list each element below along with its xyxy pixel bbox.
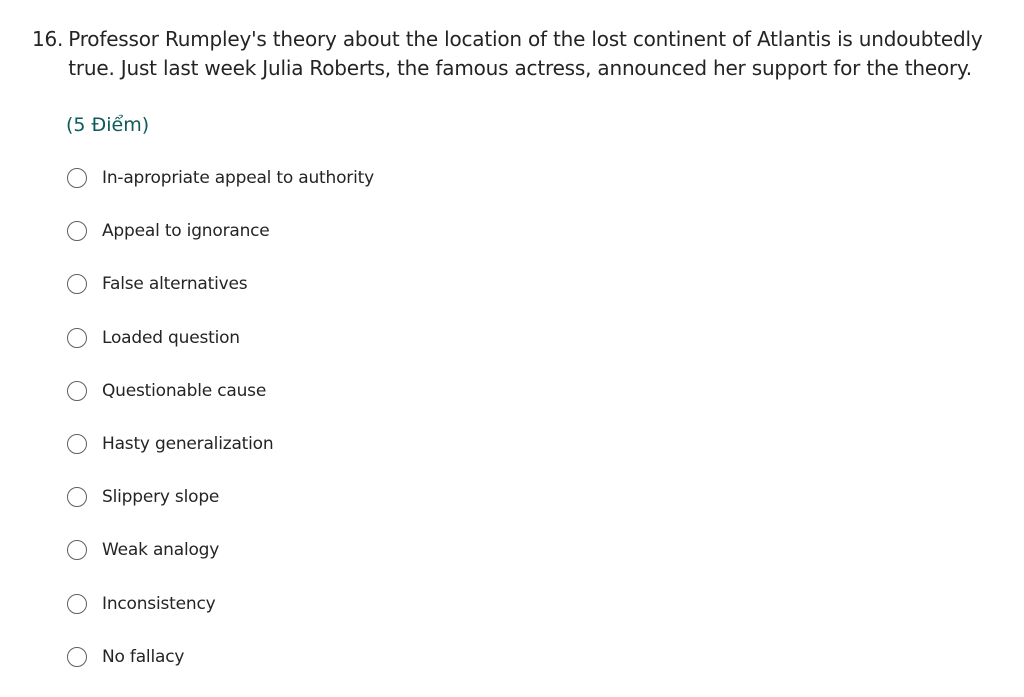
question-text: Professor Rumpley's theory about the location of the lost continent of Atlantis is undoubtedly true. Just last week Julia Roberts, the famous actress, announced her support for the theory. [68, 27, 983, 80]
radio-button[interactable] [67, 487, 87, 507]
radio-button[interactable] [67, 540, 87, 560]
option-weak-analogy[interactable] [67, 537, 374, 590]
radio-button[interactable] [67, 647, 87, 667]
option-label: Appeal to ignorance [102, 221, 270, 242]
option-label: Weak analogy [102, 540, 220, 561]
option-false-alternatives[interactable] [67, 271, 374, 324]
radio-button[interactable] [67, 274, 87, 294]
option-hasty-generalization[interactable] [67, 431, 374, 484]
radio-button[interactable] [67, 381, 87, 401]
question-points: (5 Điểm) [66, 114, 150, 136]
option-inappropriate-authority[interactable] [67, 165, 374, 218]
option-label: Questionable cause [102, 380, 267, 401]
radio-button[interactable] [67, 221, 87, 241]
radio-button[interactable] [67, 594, 87, 614]
option-label: No fallacy [102, 646, 185, 667]
question-title [32, 25, 992, 83]
option-label: Loaded question [102, 327, 240, 348]
option-slippery-slope[interactable] [67, 484, 374, 537]
answer-options [67, 165, 374, 697]
option-loaded-question[interactable] [67, 325, 374, 378]
option-inconsistency[interactable] [67, 591, 374, 644]
option-label: Hasty generalization [102, 433, 274, 454]
option-label: In-apropriate appeal to authority [102, 168, 374, 188]
radio-button[interactable] [67, 168, 87, 188]
option-no-fallacy[interactable] [67, 644, 374, 697]
radio-button[interactable] [67, 328, 87, 348]
option-questionable-cause[interactable] [67, 378, 374, 431]
option-label: Slippery slope [102, 487, 220, 508]
question-number: 16. [32, 27, 64, 51]
option-appeal-to-ignorance[interactable] [67, 218, 374, 271]
option-label: Inconsistency [102, 593, 216, 614]
option-label: False alternatives [102, 274, 248, 295]
radio-button[interactable] [67, 434, 87, 454]
